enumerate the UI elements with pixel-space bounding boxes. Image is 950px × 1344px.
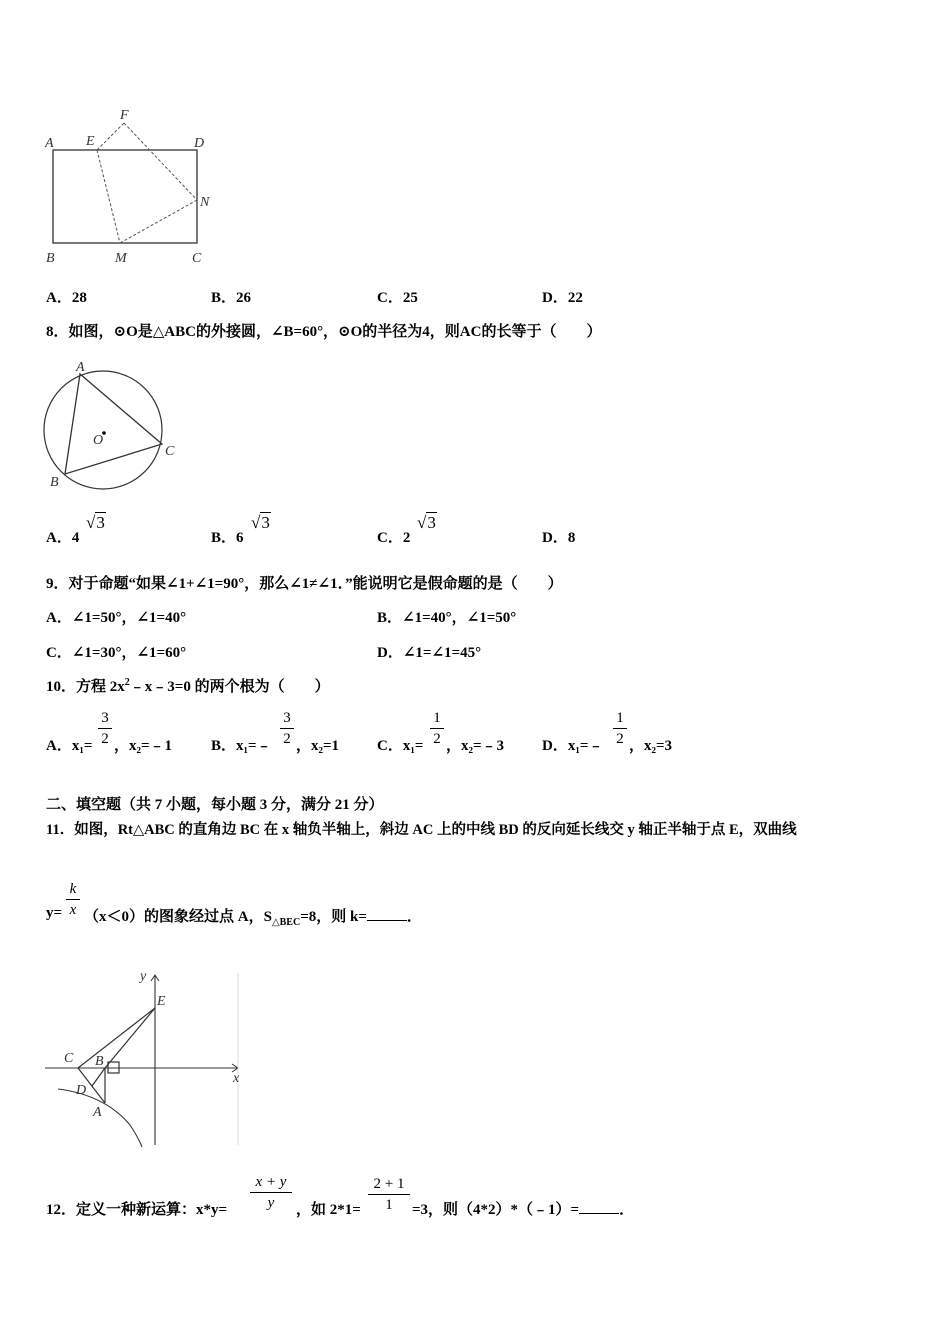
- q8-option-c-prefix: C．2: [377, 530, 411, 546]
- fig8-label-a: A: [76, 360, 85, 375]
- q12-pre: 12．定义一种新运算：x*y=: [46, 1202, 228, 1218]
- section-2-heading: 二、填空题（共 7 小题，每小题 3 分，满分 21 分）: [46, 797, 384, 813]
- q12-end: ．: [619, 1202, 635, 1218]
- q9-option-c: C．∠1=30°，∠1=60°: [46, 645, 187, 661]
- figure-circle-triangle: [38, 358, 188, 493]
- q11-condition: [84, 905, 422, 928]
- q12-post: [412, 1198, 634, 1219]
- fig7-label-d: D: [194, 136, 205, 151]
- line-em: [97, 150, 120, 243]
- q10-stem: [46, 675, 330, 696]
- fig11-label-x: x: [233, 1071, 240, 1086]
- q11-condition-text: （x＜0）的图象经过点 A，S: [84, 909, 272, 925]
- q8-option-a-sqrt: √3: [86, 513, 105, 532]
- line-bd: [92, 1068, 105, 1086]
- q9-stem: 9．对于命题“如果∠1+∠1=90°，那么∠1≠∠1．”能说明它是假命题的是（ ）: [46, 576, 563, 592]
- q10-option-c-fraction: 1 2: [430, 708, 444, 749]
- q10-stem-pre: 10．方程 2x: [46, 679, 125, 695]
- fig7-label-m: M: [115, 251, 127, 265]
- q11-answer-blank[interactable]: [367, 906, 407, 921]
- q8-option-b-prefix: B．6: [211, 530, 244, 546]
- q10-option-c-label: C．x₁=: [377, 738, 424, 754]
- q12-fraction-example: 2 + 1 1: [368, 1174, 410, 1215]
- fig8-label-b: B: [50, 475, 59, 490]
- q10-option-b-fraction: 3 2: [280, 708, 294, 749]
- line-nm: [120, 200, 197, 243]
- fig7-label-c: C: [192, 251, 202, 265]
- figure-hyperbola-axes: [40, 965, 255, 1150]
- line-be: [105, 1008, 155, 1068]
- fig11-label-e: E: [157, 994, 166, 1009]
- q10-option-b-label: B．x₁=﹣: [211, 738, 272, 754]
- triangle-abc: [65, 374, 162, 474]
- q10-stem-exponent: 2: [124, 677, 130, 688]
- q10-option-a-fraction: 3 2: [98, 708, 112, 749]
- fig11-label-y: y: [140, 969, 147, 984]
- fig8-label-o: O: [93, 433, 104, 448]
- q12-answer-blank[interactable]: [579, 1199, 619, 1214]
- q10-option-a-label: A．x₁=: [46, 738, 93, 754]
- rectangle-abcd: [53, 150, 197, 243]
- fig11-label-c: C: [64, 1051, 74, 1066]
- q10-option-d-label: D．x₁=﹣: [542, 738, 604, 754]
- q10-stem-post: ﹣x﹣3=0 的两个根为（ ）: [129, 679, 330, 695]
- q10-option-c-rest: ，x₂=﹣3: [446, 738, 505, 754]
- fig11-label-a: A: [93, 1105, 102, 1120]
- q11-stem: 11．如图，Rt△ABC 的直角边 BC 在 x 轴负半轴上，斜边 AC 上的中线 BD 的反向延长线交 y 轴正半轴于点 E，双曲线: [46, 822, 797, 838]
- q12-mid: ，如 2*1=: [296, 1202, 361, 1218]
- q10-option-d-fraction: 1 2: [613, 708, 627, 749]
- q12-fraction-def: x + y y: [250, 1172, 292, 1213]
- line-ef: [97, 123, 124, 150]
- q7-option-c: C．25: [377, 290, 418, 306]
- q9-option-d: D．∠1=∠1=45°: [377, 645, 482, 661]
- q7-option-a: A．28: [46, 290, 87, 306]
- line-ce: [78, 1008, 155, 1068]
- q10-option-d-rest: ，x₂=3: [629, 738, 673, 754]
- figure-rectangle-fold: [40, 105, 270, 265]
- line-fn: [124, 123, 197, 200]
- q11-end: ．: [406, 909, 422, 925]
- q8-stem: 8．如图，⊙O是△ABC的外接圆，∠B=60°，⊙O的半径为4，则AC的长等于（ ）: [46, 324, 602, 340]
- q8-option-c-sqrt: √3: [417, 513, 436, 532]
- q12-post-text: =3，则（4*2）*（﹣1）=: [412, 1202, 580, 1218]
- fig7-label-n: N: [200, 195, 210, 210]
- fig7-label-a: A: [45, 136, 54, 151]
- q7-option-d: D．22: [542, 290, 583, 306]
- q8-option-d: D．8: [542, 530, 576, 546]
- q7-option-b: B．26: [211, 290, 252, 306]
- fig11-label-b: B: [95, 1054, 104, 1069]
- fig7-label-f: F: [120, 108, 129, 123]
- q10-option-b-rest: ，x₂=1: [296, 738, 340, 754]
- fig7-label-e: E: [86, 134, 95, 149]
- fig11-label-d: D: [76, 1083, 87, 1098]
- q11-rest: =8，则 k=: [300, 909, 367, 925]
- fig8-label-c: C: [165, 444, 175, 459]
- circle-o: [44, 371, 162, 489]
- q11-fraction-k-over-x: k x: [66, 879, 80, 920]
- q8-option-b-sqrt: √3: [251, 513, 270, 532]
- q11-y-eq: y=: [46, 905, 63, 921]
- q10-option-a-rest: ，x₂=﹣1: [114, 738, 173, 754]
- q9-option-b: B．∠1=40°，∠1=50°: [377, 610, 517, 626]
- fig7-label-b: B: [46, 251, 55, 265]
- q9-option-a: A．∠1=50°，∠1=40°: [46, 610, 187, 626]
- q11-subscript: △BEC: [271, 917, 301, 928]
- q8-option-a-prefix: A．4: [46, 530, 80, 546]
